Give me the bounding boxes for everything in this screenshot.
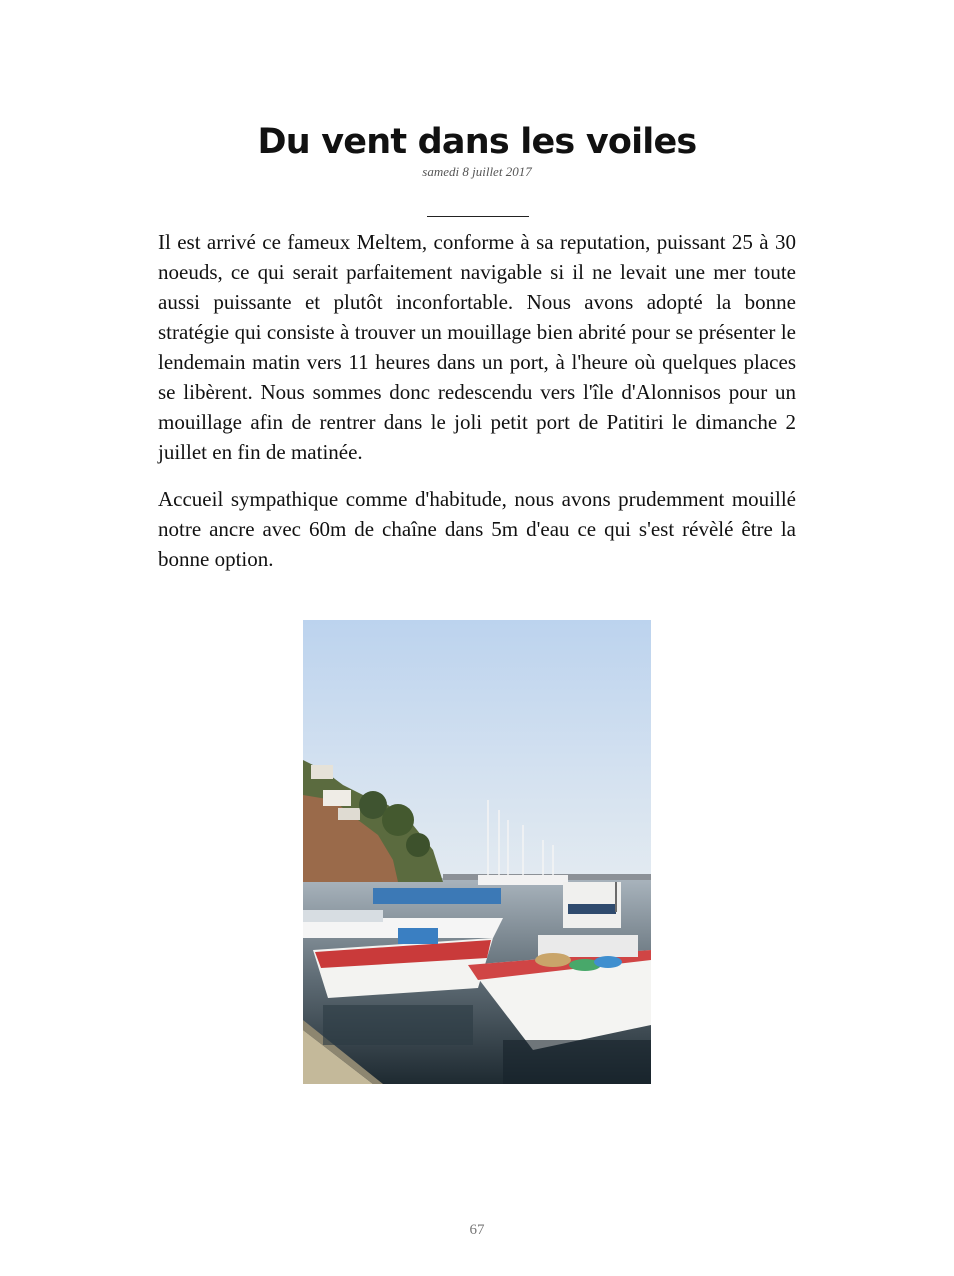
article-title: Du vent dans les voiles (257, 122, 697, 162)
harbor-photo (303, 620, 651, 1084)
paragraph-2: Accueil sympathique comme d'habitude, nous avons prudemment mouillé notre ancre avec 60m de chaîne dans 5m d'eau ce qui s'est révèlé être la bonne option. (158, 487, 796, 571)
title-divider (427, 216, 529, 217)
paragraph-1: Il est arrivé ce fameux Meltem, conforme à sa reputation, puissant 25 à 30 noeuds, ce qui serait parfaitement navigable si il ne levait une mer toute aussi puissante et plutôt inconfortable. Nous avons adopté la bonne stratégie qui consiste à trouver un mouillage bien abrité pour se présenter le lendemain matin vers 11 heures dans un port, à l'heure où quelques places se libèrent. Nous sommes donc redescendu vers l'île d'Alonnisos pour un mouillage afin de rentrer dans le joli petit port de Patitiri le dimanche 2 juillet en fin de matinée. (158, 230, 796, 464)
article-date: samedi 8 juillet 2017 (422, 164, 532, 179)
page-number: 67 (469, 1222, 485, 1238)
article-body (158, 227, 796, 591)
